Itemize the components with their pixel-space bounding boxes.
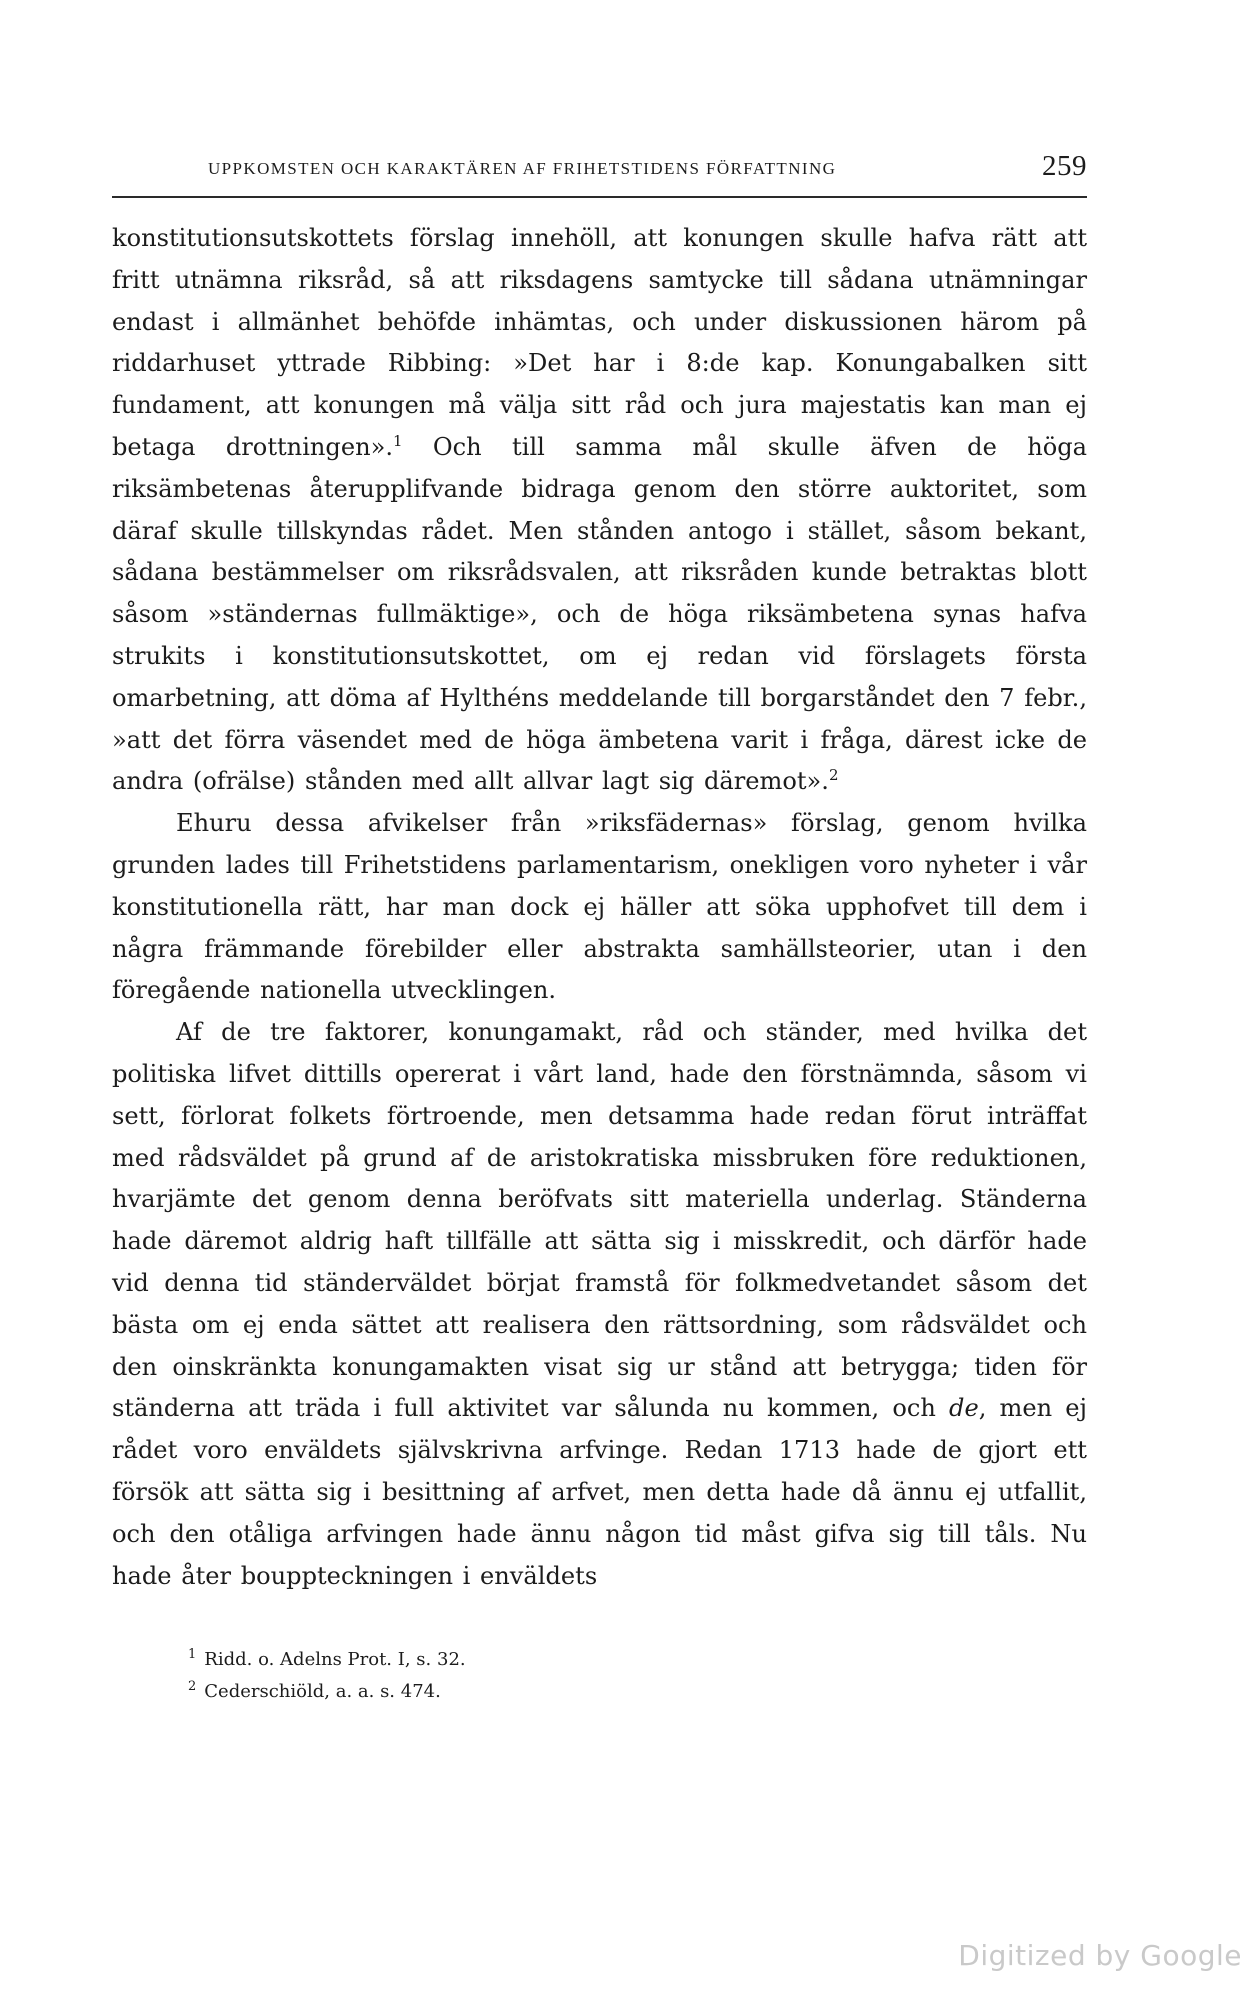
paragraph-1 [112, 218, 1087, 803]
running-head [112, 150, 1087, 198]
paragraph-1-text-a: konstitutionsutskottets förslag innehöll, att konungen skulle hafva rätt att fritt utnämna riksråd, så att riksdagens samtycke till sådana utnämningar endast i allmänhet behöfde inhämtas, och under diskussionen härom på riddarhuset yttrade Ribbing: »Det har i 8:de kap. Konungabalken sitt fundament, att konungen må välja sitt råd och jura majestatis kan man ej betaga drottningen». [112, 224, 1087, 461]
footnote-marker: 2 [188, 1679, 197, 1695]
running-title: UPPKOMSTEN OCH KARAKTÄREN AF FRIHETSTIDENS FÖRFATTNING [208, 159, 837, 178]
paragraph-1-text-b: Och till samma mål skulle äfven de höga riksämbetenas återupplifvande bidraga genom den större auktoritet, som däraf skulle tillskyndas rådet. Men stånden antogo i stället, såsom bekant, sådana bestämmelser om riksrådsvalen, att riksråden kunde betraktas blott såsom »ständernas fullmäktige», och de höga riksämbetena synas hafva strukits i konstitutionsutskottet, om ej redan vid förslagets första omarbetning, att döma af Hylthéns meddelande till borgarståndet den 7 febr., »att det förra väsendet med de höga ämbetena varit i fråga, därest icke de andra (ofrälse) stånden med allt allvar lagt sig däremot». [112, 432, 1087, 796]
footnote-2 [188, 1673, 1087, 1705]
paragraph-3-text-a: Af de tre faktorer, konungamakt, råd och ständer, med hvilka det politiska lifvet dittills opererat i vårt land, hade den förstnämnda, såsom vi sett, förlorat folkets förtroende, men detsamma hade redan förut inträffat med rådsväldet på grund af de aristokratiska missbruken före reduktionen, hvarjämte det genom denna beröfvats sitt materiella underlag. Ständerna hade däremot aldrig haft tillfälle att sätta sig i misskredit, och därför hade vid denna tid ständerväldet börjat framstå för folkmedvetandet såsom det bästa om ej enda sättet att realisera den rättsordning, som rådsväldet och den oinskränkta konungamakten visat sig ur stånd att betrygga; tiden för ständerna att träda i full aktivitet var sålunda nu kommen, och [112, 1018, 1087, 1423]
footnote-text: Cederschiöld, a. a. s. 474. [204, 1681, 441, 1703]
footnote-text: Ridd. o. Adelns Prot. I, s. 32. [204, 1649, 466, 1671]
book-page [112, 150, 1087, 1705]
footnote-ref-1: 1 [393, 431, 403, 450]
paragraph-3-text-b: , men ej rådet voro enväldets självskrivna arfvinge. Redan 1713 hade de gjort ett försök att sätta sig i besittning af arfvet, men detta hade då ännu ej utfallit, och den otåliga arfvingen hade ännu någon tid måst gifva sig till tåls. Nu hade åter bouppteckningen i enväldets [112, 1394, 1088, 1590]
paragraph-2: Ehuru dessa afvikelser från »riksfädernas» förslag, genom hvilka grunden lades till Frihetstidens parlamentarism, onekligen voro nyheter i vår konstitutionella rätt, har man dock ej häller att söka upphofvet till dem i några främmande förebilder eller abstrakta samhällsteorier, utan i den föregående nationella utvecklingen. [112, 809, 1087, 1005]
footnotes [112, 1641, 1087, 1705]
footnote-1 [188, 1641, 1087, 1673]
page-number: 259 [1042, 150, 1087, 182]
emphasis-de: de [949, 1394, 979, 1423]
paragraph-3 [112, 1012, 1087, 1597]
footnote-ref-2: 2 [828, 766, 839, 785]
body-text [112, 218, 1087, 1597]
google-watermark: Digitized by Google [958, 1939, 1242, 1972]
footnote-marker: 1 [188, 1647, 197, 1663]
